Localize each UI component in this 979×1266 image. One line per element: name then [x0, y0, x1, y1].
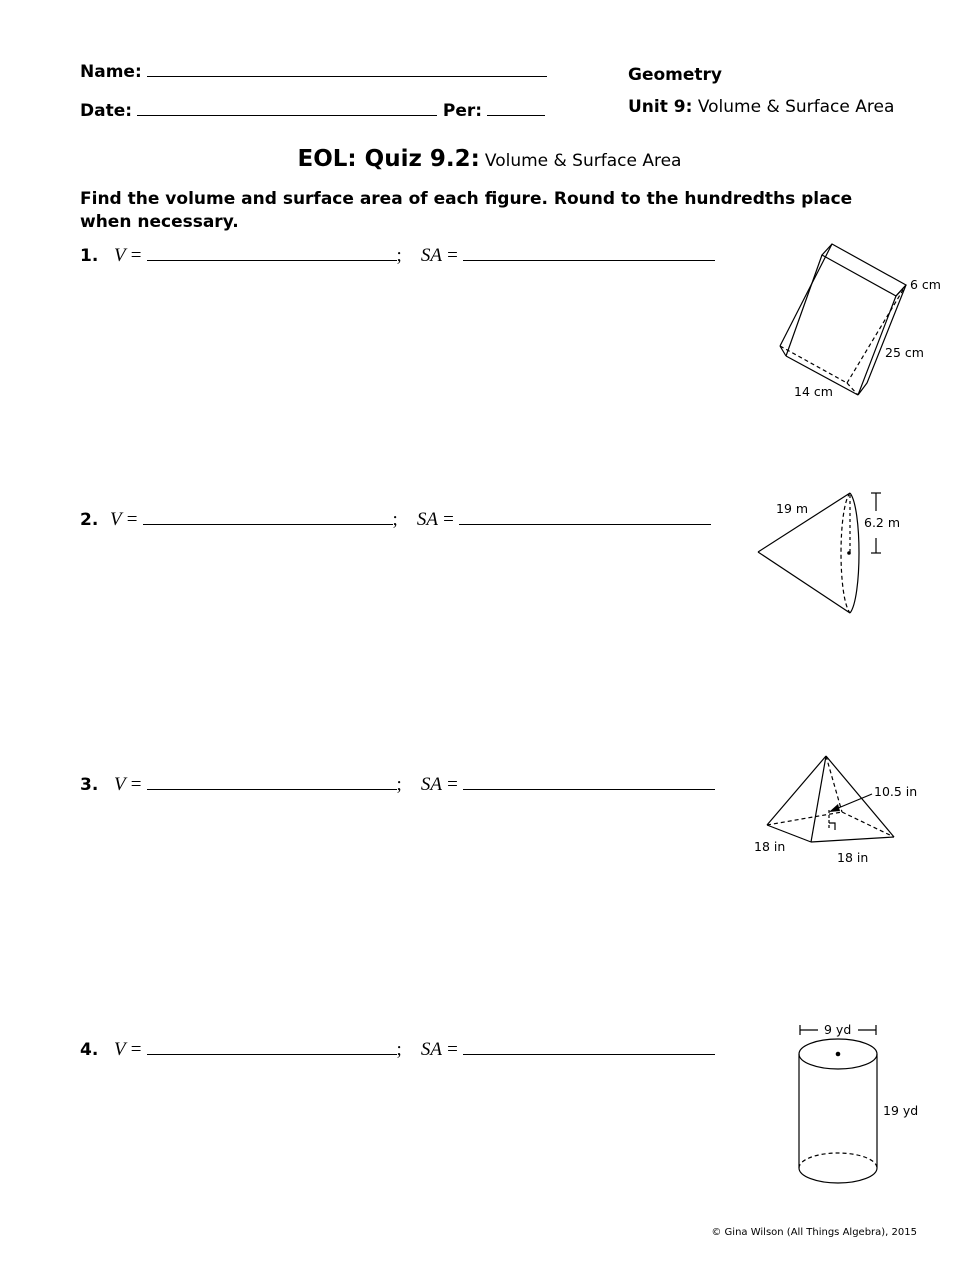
cylinder-label-9yd: 9 yd: [824, 1022, 852, 1037]
separator: ;: [396, 245, 402, 266]
per-label: Per:: [442, 101, 483, 121]
volume-answer-field[interactable]: [143, 524, 393, 525]
cone-figure: [750, 488, 960, 623]
per-field[interactable]: [487, 115, 545, 116]
name-row: [80, 62, 547, 82]
cylinder-label-19yd: 19 yd: [883, 1103, 919, 1118]
pyramid-label-18in-left: 18 in: [754, 839, 786, 854]
volume-answer-field[interactable]: [147, 260, 397, 261]
date-field[interactable]: [137, 115, 437, 116]
unit-heading: [628, 97, 894, 117]
surface-area-label: SA: [416, 509, 438, 530]
pyramid-label-18in-bottom: 18 in: [837, 850, 869, 865]
problem-number: 3.: [80, 775, 99, 795]
date-row: [80, 101, 545, 121]
surface-area-answer-field[interactable]: [463, 1054, 715, 1055]
volume-answer-field[interactable]: [147, 789, 397, 790]
volume-label: V: [114, 1039, 126, 1060]
pyramid-arrow-head: [829, 804, 840, 812]
volume-label: V: [114, 245, 126, 266]
separator: ;: [396, 1039, 402, 1060]
equals-sign: =: [447, 245, 458, 266]
equals-sign: =: [447, 774, 458, 795]
copyright-footer: © Gina Wilson (All Things Algebra), 2015: [711, 1227, 917, 1238]
equals-sign: =: [130, 1039, 142, 1060]
date-label: Date:: [80, 101, 133, 121]
problem-1-answer-row: [80, 245, 715, 267]
cone-center-dot: [847, 551, 851, 555]
quiz-title-sub: Volume & Surface Area: [484, 151, 682, 171]
problem-number: 1.: [80, 246, 99, 266]
square-pyramid-figure: [745, 750, 970, 875]
problem-2-answer-row: [80, 509, 711, 531]
problem-number: 4.: [80, 1040, 99, 1060]
equals-sign: =: [130, 774, 142, 795]
unit-title: Volume & Surface Area: [697, 97, 895, 117]
equals-sign: =: [130, 245, 142, 266]
separator: ;: [392, 509, 398, 530]
name-field[interactable]: [147, 76, 547, 77]
separator: ;: [396, 774, 402, 795]
prism-label-6cm: 6 cm: [910, 277, 941, 292]
surface-area-answer-field[interactable]: [459, 524, 711, 525]
surface-area-answer-field[interactable]: [463, 260, 715, 261]
pyramid-label-10-5in: 10.5 in: [874, 784, 918, 799]
surface-area-label: SA: [420, 774, 442, 795]
instructions: Find the volume and surface area of each figure. Round to the hundredths place when necessary.: [80, 189, 853, 232]
quiz-title: [0, 146, 979, 172]
problem-number: 2.: [80, 510, 99, 530]
course-title: Geometry: [628, 65, 722, 85]
prism-label-25cm: 25 cm: [885, 345, 924, 360]
volume-label: V: [110, 509, 122, 530]
prism-label-14cm: 14 cm: [794, 384, 833, 399]
problem-4-answer-row: [80, 1039, 715, 1061]
volume-label: V: [114, 774, 126, 795]
quiz-title-main: EOL: Quiz 9.2:: [297, 146, 480, 172]
volume-answer-field[interactable]: [147, 1054, 397, 1055]
surface-area-answer-field[interactable]: [463, 789, 715, 790]
cone-label-19m: 19 m: [776, 501, 809, 516]
name-label: Name:: [80, 62, 142, 82]
rectangular-prism-figure: [760, 238, 960, 408]
equals-sign: =: [443, 509, 454, 530]
equals-sign: =: [126, 509, 138, 530]
problem-3-answer-row: [80, 774, 715, 796]
unit-label: Unit 9:: [628, 97, 693, 117]
surface-area-label: SA: [420, 1039, 442, 1060]
surface-area-label: SA: [420, 245, 442, 266]
cylinder-center-dot: [836, 1052, 841, 1057]
cylinder-figure: [790, 1018, 930, 1188]
cone-label-6-2m: 6.2 m: [864, 515, 901, 530]
equals-sign: =: [447, 1039, 458, 1060]
